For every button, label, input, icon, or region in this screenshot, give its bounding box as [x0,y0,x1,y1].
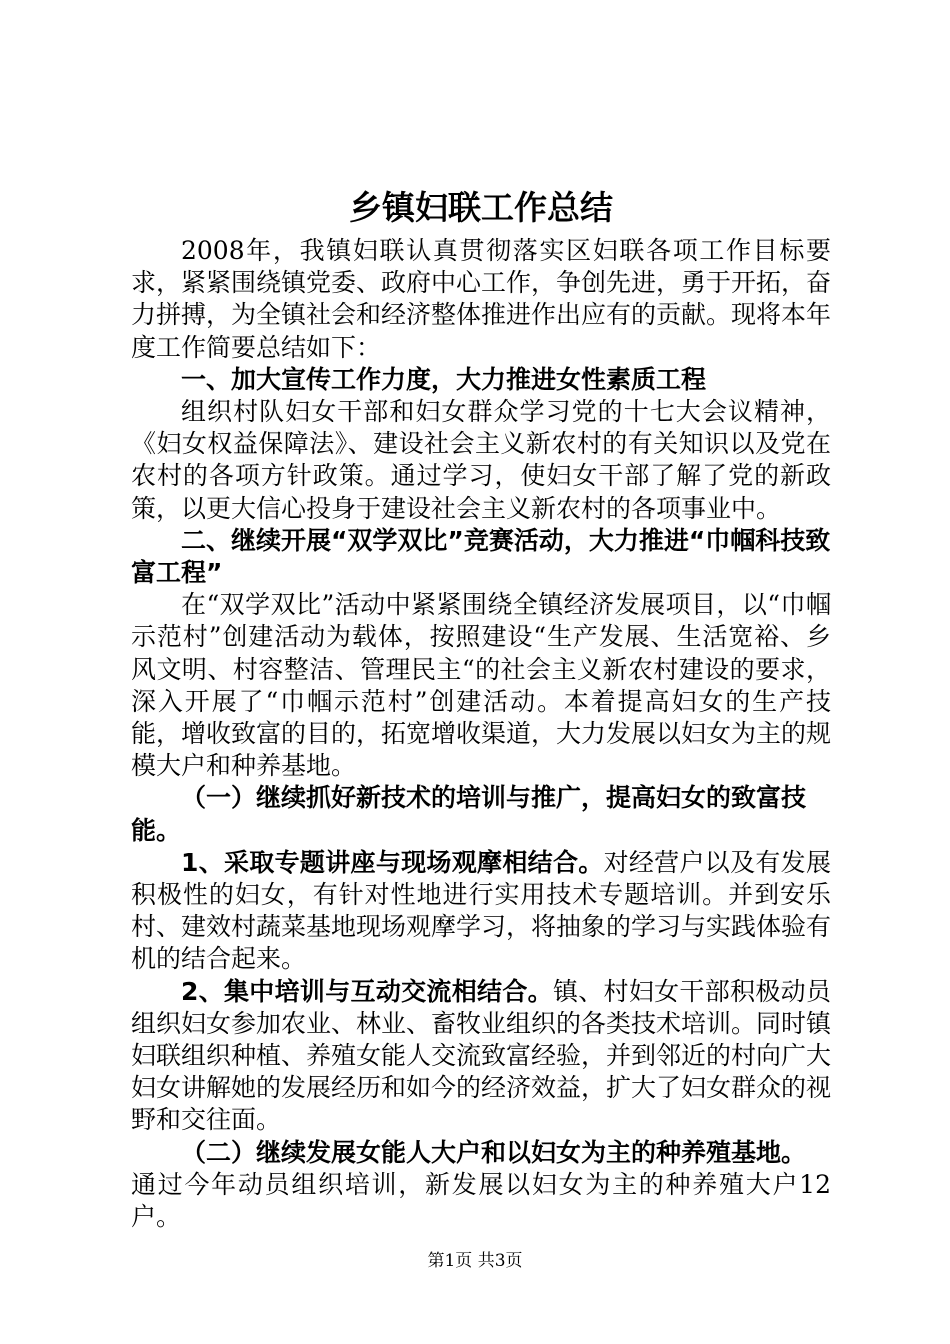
page-number-footer: 第1页 共3页 [427,1251,523,1271]
item1-body: 对经营户以及有发展积极性的妇女，有针对性地进行实用技术专题培训。并到安乐村、建效村蔬菜基地现场观摩学习，将抽象的学习与实践体验有机的结合起来。 [131,847,832,974]
section2-heading: 二、继续开展“双学双比”竞赛活动，大力推进“巾帼科技致富工程” [131,525,831,588]
item1-lead: 1、采取专题讲座与现场观摩相结合。 [181,847,604,877]
section1-heading: 一、加大宣传工作力度，大力推进女性素质工程 [181,364,707,394]
item1-paragraph [131,847,831,976]
intro-paragraph: 2008年，我镇妇联认真贯彻落实区妇联各项工作目标要求，紧紧围绕镇党委、政府中心工作，争创先进，勇于开拓，奋力拼搏，为全镇社会和经济整体推进作出应有的贡献。现将本年度工作简要总结如下： [131,236,832,362]
item2-lead: 2、集中培训与互动交流相结合。 [181,976,553,1006]
subsection2-heading: （二）继续发展女能人大户和以妇女为主的种养殖基地。 [181,1137,807,1167]
subsection2-paragraph: 通过今年动员组织培训，新发展以妇女为主的种养殖大户12户。 [131,1169,831,1232]
section1-paragraph: 组织村队妇女干部和妇女群众学习党的十七大会议精神，《妇女权益保障法》、建设社会主义新农村的有关知识以及党在农村的各项方针政策。通过学习，使妇女干部了解了党的新政策，以更大信心投身于建设社会主义新农村的各项事业中。 [131,397,831,523]
section2-paragraph: 在“双学双比”活动中紧紧围绕全镇经济发展项目，以“巾帼示范村”创建活动为载体，按照建设“生产发展、生活宽裕、乡风文明、村容整洁、管理民主“的社会主义新农村建设的要求，深入开展了“巾帼示范村”创建活动。本着提高妇女的生产技能，增收致富的目的，拓宽增收渠道，大力发展以妇女为主的规模大户和种养基地。 [131,590,832,781]
item2-paragraph [131,976,831,1137]
document-body [131,185,831,1233]
item2-body: 镇、村妇女干部积极动员组织妇女参加农业、林业、畜牧业组织的各类技术培训。同时镇妇联组织种植、养殖女能人交流致富经验，并到邻近的村向广大妇女讲解她的发展经历和如今的经济效益，扩大了妇女群众的视野和交往面。 [131,976,832,1135]
document-title: 乡镇妇联工作总结 [349,188,613,227]
subsection1-heading: （一）继续抓好新技术的培训与推广，提高妇女的致富技能。 [131,783,807,845]
